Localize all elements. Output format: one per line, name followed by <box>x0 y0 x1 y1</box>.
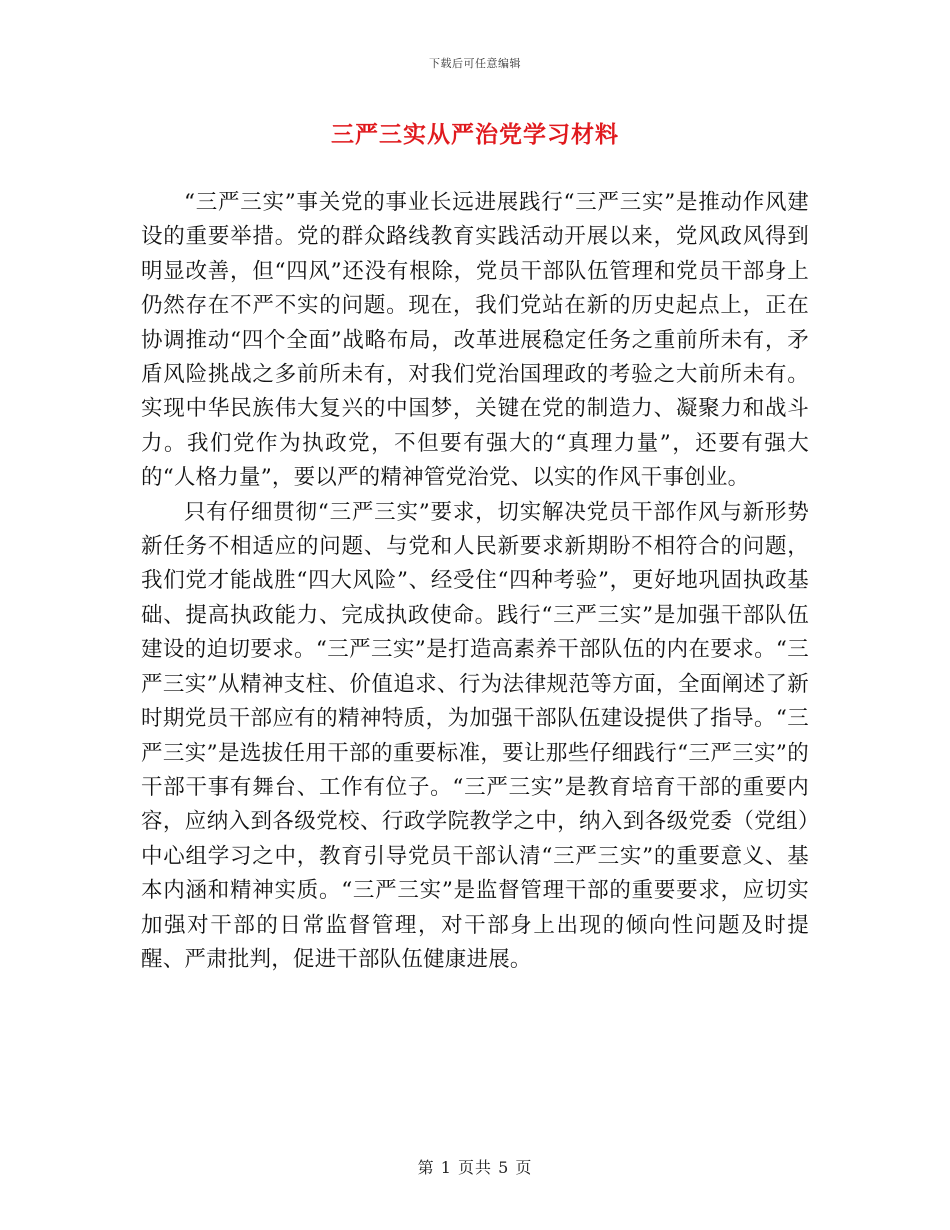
page-number-footer: 第 1 页共 5 页 <box>417 1158 533 1177</box>
body-paragraph-1: “三严三实”事关党的事业长远进展践行“三严三实”是推动作风建设的重要举措。党的群众路线教育实践活动开展以来，党风政风得到明显改善，但“四风”还没有根除，党员干部队伍管理和党员干部身上仍然存在不严不实的问题。现在，我们党站在新的历史起点上，正在协调推动“四个全面”战略布局，改革进展稳定任务之重前所未有，矛盾风险挑战之多前所未有，对我们党治国理政的考验之大前所未有。实现中华民族伟大复兴的中国梦，关键在党的制造力、凝聚力和战斗力。我们党作为执政党，不但要有强大的“真理力量”，还要有强大的“人格力量”，要以严的精神管党治党、以实的作风干事创业。 <box>141 190 809 491</box>
body-paragraph-2: 只有仔细贯彻“三严三实”要求，切实解决党员干部作风与新形势新任务不相适应的问题、与党和人民新要求新期盼不相符合的问题，我们党才能战胜“四大风险”、经受住“四种考验”，更好地巩固执政基础、提高执政能力、完成执政使命。践行“三严三实”是加强干部队伍建设的迫切要求。“三严三实”是打造高素养干部队伍的内在要求。“三严三实”从精神支柱、价值追求、行为法律规范等方面，全面阐述了新时期党员干部应有的精神特质，为加强干部队伍建设提供了指导。“三严三实”是选拔任用干部的重要标准，要让那些仔细践行“三严三实”的干部干事有舞台、工作有位子。“三严三实”是教育培育干部的重要内容，应纳入到各级党校、行政学院教学之中，纳入到各级党委（党组）中心组学习之中，教育引导党员干部认清“三严三实”的重要意义、基本内涵和精神实质。“三严三实”是监督管理干部的重要要求，应切实加强对干部的日常监督管理，对干部身上出现的倾向性问题及时提醒、严肃批判，促进干部队伍健康进展。 <box>141 499 809 972</box>
document-title: 三严三实从严治党学习材料 <box>331 121 619 148</box>
page-header-note: 下载后可任意编辑 <box>429 57 521 70</box>
document-body <box>141 186 809 977</box>
